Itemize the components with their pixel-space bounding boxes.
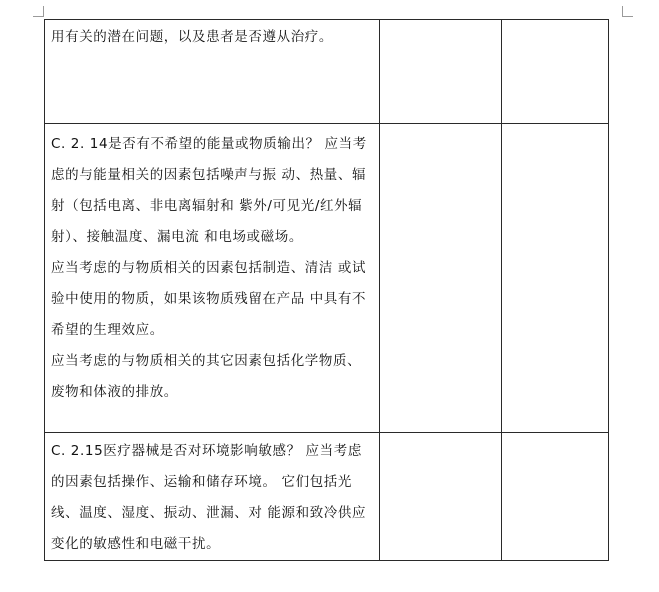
question-paragraph: C. 2. 14是否有不希望的能量或物质输出？ 应当考虑的与能量相关的因素包括噪声与振 动、热量、辐射（包括电离、非电离辐射和 紫外/可见光/红外辐射）、接触温度、漏电流 和电场或磁场。 bbox=[51, 136, 367, 245]
question-cell bbox=[45, 433, 380, 561]
empty-cell bbox=[502, 20, 609, 124]
crop-mark-top-right bbox=[622, 6, 633, 17]
question-paragraph: C. 2.15医疗器械是否对环境影响敏感？ 应当考虑的因素包括操作、运输和储存环境。 它们包括光线、温度、湿度、振动、泄漏、对 能源和致冷供应变化的敏感性和电磁干扰。 bbox=[51, 443, 367, 552]
table-row bbox=[45, 433, 609, 561]
empty-cell bbox=[380, 124, 502, 433]
question-cell bbox=[45, 20, 380, 124]
question-paragraph: 应当考虑的与物质相关的因素包括制造、清洁 或试验中使用的物质，如果该物质残留在产品 中具有不希望的生理效应。 bbox=[51, 260, 367, 338]
question-paragraph: 用有关的潜在问题，以及患者是否遵从治疗。 bbox=[51, 29, 333, 45]
question-cell bbox=[45, 124, 380, 433]
crop-mark-top-left bbox=[33, 6, 44, 17]
checklist-table bbox=[44, 19, 609, 561]
empty-cell bbox=[380, 20, 502, 124]
table-row bbox=[45, 124, 609, 433]
empty-cell bbox=[380, 433, 502, 561]
empty-cell bbox=[502, 124, 609, 433]
table-row bbox=[45, 20, 609, 124]
question-paragraph: 应当考虑的与物质相关的其它因素包括化学物质、废物和体液的排放。 bbox=[51, 353, 362, 400]
empty-cell bbox=[502, 433, 609, 561]
